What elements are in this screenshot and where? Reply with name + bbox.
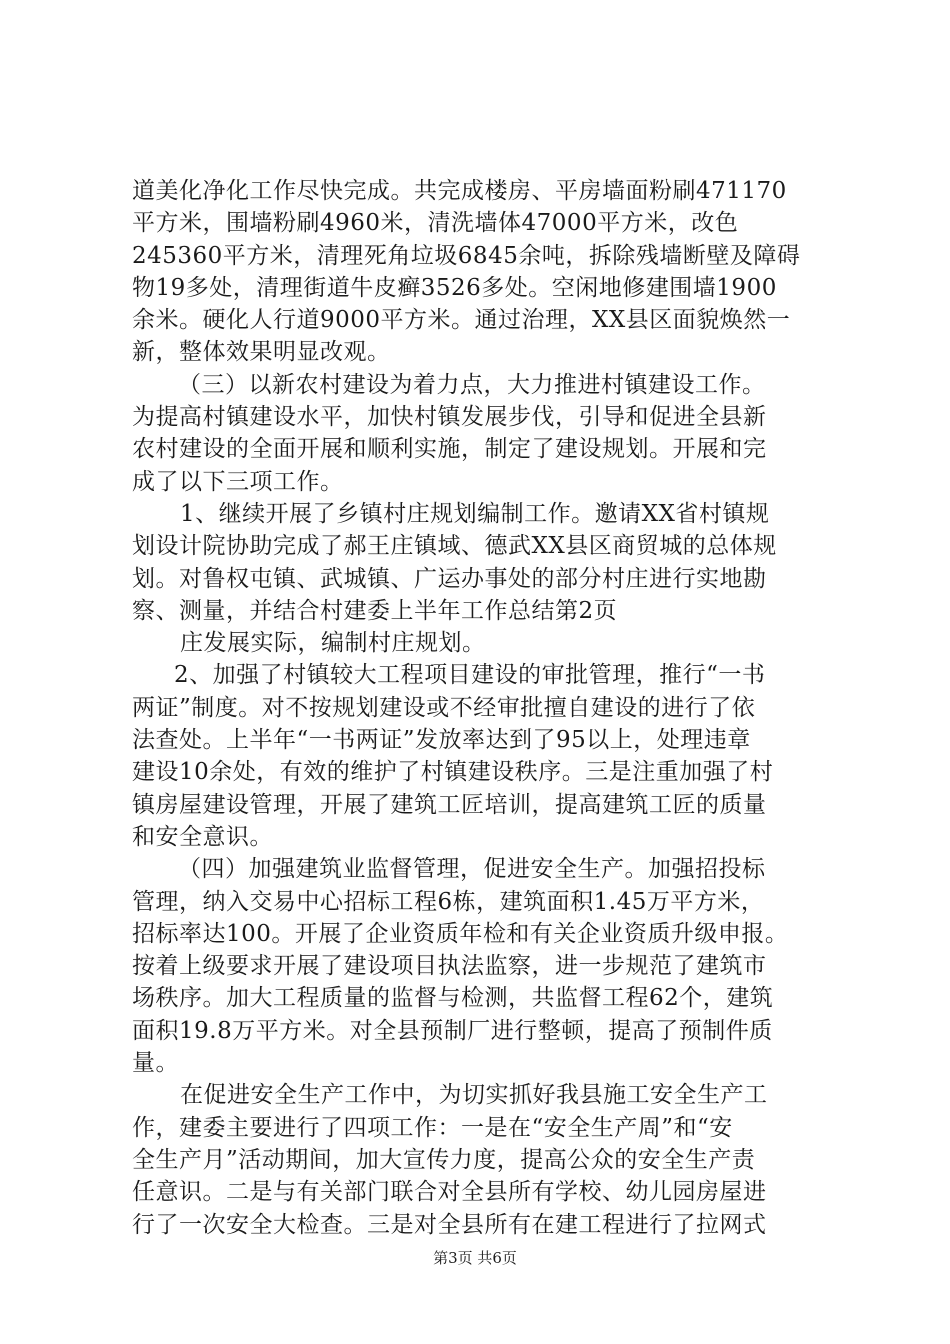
text-line: 物19多处，清理街道牛皮癣3526多处。空闲地修建围墙1900	[132, 274, 777, 301]
text-line: （三）以新农村建设为着力点，大力推进村镇建设工作。	[178, 371, 766, 398]
text-line: 法查处。上半年“一书两证”发放率达到了95以上，处理违章	[132, 727, 751, 754]
text-line: 成了以下三项工作。	[132, 468, 344, 495]
text-line: 招标率达100。开展了企业资质年检和有关企业资质升级申报。	[132, 920, 789, 947]
text-line: 察、测量，并结合村建委上半年工作总结第2页	[132, 597, 618, 624]
text-line: 行了一次安全大检查。三是对全县所有在建工程进行了拉网式	[132, 1211, 767, 1238]
text-line: 量。	[132, 1050, 179, 1077]
text-line: 2、加强了村镇较大工程项目建设的审批管理，推行“一书	[174, 662, 766, 689]
body-text	[132, 175, 832, 1241]
text-line: 建设10余处，有效的维护了村镇建设秩序。三是注重加强了村	[132, 759, 774, 786]
text-line: 镇房屋建设管理，开展了建筑工匠培训，提高建筑工匠的质量	[132, 791, 767, 818]
text-line: 245360平方米，清理死角垃圾6845余吨，拆除残墙断壁及障碍	[132, 242, 801, 269]
text-line: 管理，纳入交易中心招标工程6栋，建筑面积1.45万平方米，	[132, 888, 765, 915]
text-line: 两证”制度。对不按规划建设或不经审批擅自建设的进行了依	[132, 694, 756, 721]
page-footer: 第3页 共6页	[433, 1249, 517, 1267]
text-line: 道美化净化工作尽快完成。共完成楼房、平房墙面粉刷471170	[132, 178, 787, 204]
text-line: 余米。硬化人行道9000平方米。通过治理，XX县区面貌焕然一	[132, 307, 791, 334]
text-line: 划。对鲁权屯镇、武城镇、广运办事处的部分村庄进行实地勘	[132, 565, 767, 592]
text-line: 任意识。二是与有关部门联合对全县所有学校、幼儿园房屋进	[132, 1179, 767, 1206]
text-line: 面积19.8万平方米。对全县预制厂进行整顿，提高了预制件质	[132, 1017, 773, 1044]
text-line: 划设计院协助完成了郝王庄镇域、德武XX县区商贸城的总体规	[132, 533, 777, 560]
text-line: 和安全意识。	[132, 823, 273, 850]
text-line: （四）加强建筑业监督管理，促进安全生产。加强招投标	[178, 856, 766, 883]
text-line: 在促进安全生产工作中，为切实抓好我县施工安全生产工	[180, 1082, 768, 1109]
text-line: 1、继续开展了乡镇村庄规划编制工作。邀请XX省村镇规	[180, 500, 770, 527]
text-line: 庄发展实际，编制村庄规划。	[180, 630, 486, 657]
text-line: 为提高村镇建设水平，加快村镇发展步伐，引导和促进全县新	[132, 404, 767, 431]
text-line: 平方米，围墙粉刷4960米，清洗墙体47000平方米，改色	[132, 210, 739, 237]
text-line: 新，整体效果明显改观。	[132, 339, 391, 366]
text-line: 全生产月”活动期间，加大宣传力度，提高公众的安全生产责	[132, 1146, 756, 1173]
text-line: 场秩序。加大工程质量的监督与检测，共监督工程62个，建筑	[132, 985, 774, 1012]
text-line: 作，建委主要进行了四项工作：一是在“安全生产周”和“安	[132, 1114, 733, 1141]
text-line: 农村建设的全面开展和顺利实施，制定了建设规划。开展和完	[132, 436, 767, 463]
text-line: 按着上级要求开展了建设项目执法监察，进一步规范了建筑市	[132, 953, 767, 980]
